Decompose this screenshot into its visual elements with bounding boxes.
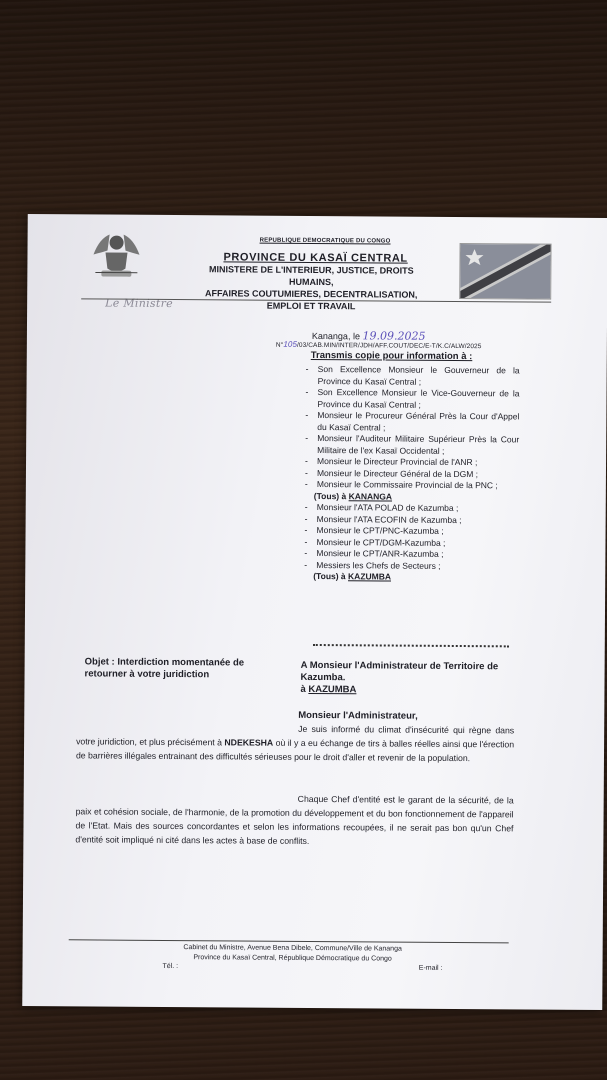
body-paragraph-2: Chaque Chef d'entité est le garant de la sécurité, de la paix et cohésion sociale, de l'harmonie, de la promotion du développement et du bon fonctionnement de l'appareil de l'Etat. Mais des sources concordantes et selon les informations recoupées, il ne serait pas bon qu'un Chef d'entité soit impliqué ni cité dans les actes à base de conflits. <box>75 793 514 846</box>
list-item: - Son Excellence Monsieur le Vice-Gouverneur de la Province du Kasaï Central ; <box>305 386 520 410</box>
list-item: - Messiers les Chefs de Secteurs ; <box>304 559 441 571</box>
group-destination: (Tous) à KANANGA <box>313 490 393 502</box>
footer-email: E-mail : <box>418 964 443 972</box>
number-prefix: N° <box>275 341 284 349</box>
signatory-title: Le Ministre <box>105 296 174 311</box>
province-heading: PROVINCE DU KASAÏ CENTRAL <box>223 251 408 265</box>
recipient-list <box>304 364 520 584</box>
footer-address <box>103 943 483 966</box>
addressee <box>300 660 520 698</box>
drc-flag-icon <box>460 244 550 299</box>
group-destination: (Tous) à KAZUMBA <box>313 570 392 582</box>
subject <box>85 656 280 681</box>
coat-of-arms <box>85 228 147 280</box>
ministry-heading <box>191 263 431 313</box>
footer-contacts <box>162 963 442 972</box>
flag <box>459 243 551 300</box>
place-prefix: Kananga, le <box>311 330 361 342</box>
list-item: - Monsieur l'Auditeur Militaire Supérieur Près la Cour Militaire de l'ex Kasaï Occidental ; <box>305 432 520 456</box>
addressee-line: A Monsieur l'Administrateur de Territoire de Kazumba. <box>300 659 499 684</box>
footer-line: Province du Kasaï Central, République Démocratique du Congo <box>193 954 392 963</box>
number-suffix: /03/CAB.MIN/INTER/JDH/AFF.COUT/DEC/E-T/K.C/ALW/2025 <box>296 341 482 351</box>
list-item: - Son Excellence Monsieur le Gouverneur de la Province du Kasaï Central ; <box>305 363 520 387</box>
republic-heading: REPUBLIQUE DEMOCRATIQUE DU CONGO <box>259 237 391 245</box>
handwritten-date: 19.09.2025 <box>362 329 426 343</box>
list-item: - Monsieur l'ATA ECOFIN de Kazumba ; <box>304 513 462 525</box>
transmission-title: Transmis copie pour information à : <box>310 349 473 363</box>
list-item: - Monsieur le Procureur Général Près la Cour d'Appel du Kasaï Central ; <box>305 409 520 432</box>
list-item: - Monsieur le CPT/PNC-Kazumba ; <box>304 524 444 536</box>
footer-line: Cabinet du Ministre, Avenue Bena Dibele, Commune/Ville de Kananga <box>183 944 402 953</box>
handwritten-number: 105 <box>283 339 298 349</box>
list-item: - Monsieur le Commissaire Provincial de la PNC ; <box>304 478 498 491</box>
list-item: - Monsieur le Directeur Général de la DGM ; <box>304 467 479 479</box>
subject-text: Interdiction momentanée de retourner à votre juridiction <box>84 656 245 681</box>
list-item: - Monsieur le CPT/DGM-Kazumba ; <box>304 536 446 548</box>
ministry-line: EMPLOI ET TRAVAIL <box>266 300 356 312</box>
list-item: - Monsieur l'ATA POLAD de Kazumba ; <box>304 501 459 513</box>
subject-label: Objet : <box>84 656 115 668</box>
addressee-place-line: à KAZUMBA <box>300 683 357 696</box>
letter-page <box>22 214 607 1010</box>
reference-number <box>276 340 482 350</box>
list-item: - Monsieur le Directeur Provincial de l'ANR ; <box>305 455 478 468</box>
footer-tel: Tél. : <box>162 962 179 971</box>
coat-of-arms-icon <box>85 228 147 280</box>
body-paragraph-1: Je suis informé du climat d'insécurité qui règne dans votre juridiction, et plus précisément à NDEKESHA où il y a eu échange de tirs à balles réelles ainsi que l'érection de barrières illégales entrainant des difficultés sérieuses pour le droit d'aller et revenir de la population. <box>75 723 515 764</box>
ministry-line: MINISTERE DE L'INTERIEUR, JUSTICE, DROITS HUMAINS, <box>209 264 414 288</box>
ministry-line: AFFAIRES COUTUMIERES, DECENTRALISATION, <box>205 288 418 300</box>
salutation: Monsieur l'Administrateur, <box>298 709 418 722</box>
dotted-divider <box>313 644 509 647</box>
list-item: - Monsieur le CPT/ANR-Kazumba ; <box>304 547 444 559</box>
